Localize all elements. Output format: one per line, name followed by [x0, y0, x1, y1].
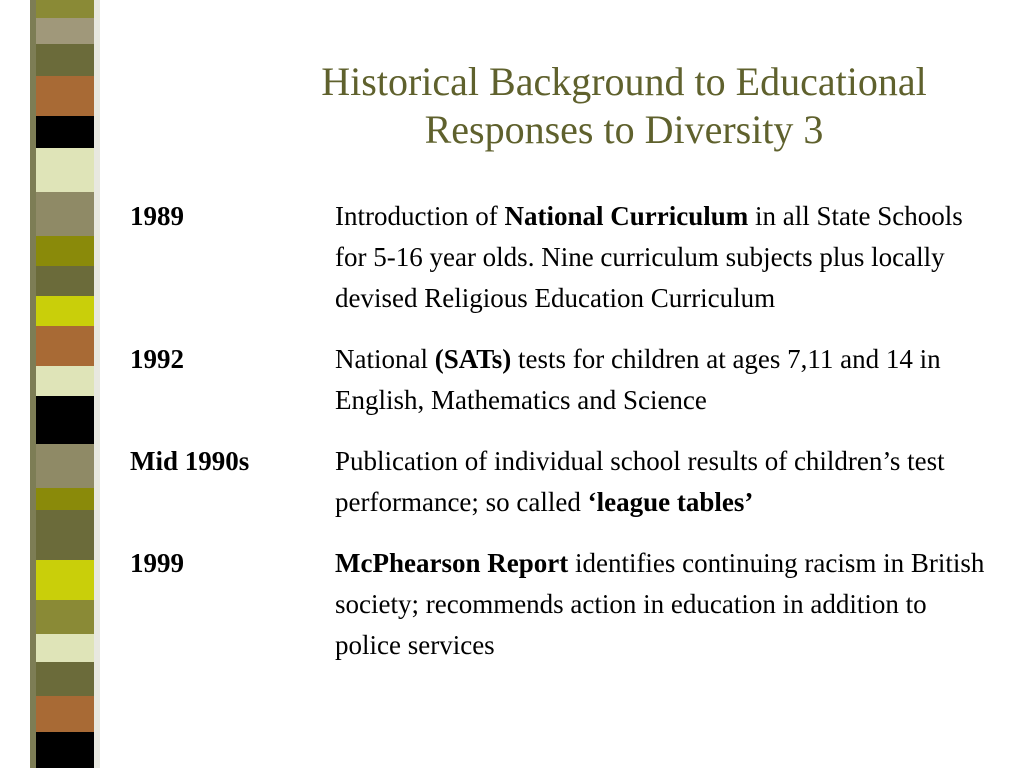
- description-text: Publication of individual school results of children’s test performance; so called: [335, 446, 945, 517]
- emphasis-text: (SATs): [434, 344, 512, 374]
- description-text: Introduction of: [335, 201, 505, 231]
- timeline-description: [335, 196, 990, 319]
- emphasis-text: National Curriculum: [504, 201, 749, 231]
- timeline-entry: [130, 339, 1010, 421]
- description-text: in all State Schools for 5-16 year olds. Nine curriculum subjects plus locally devised Religious Education Curriculum: [335, 201, 963, 313]
- timeline-entry: [130, 196, 1010, 319]
- description-text: tests for children at ages 7,11 and 14 in English, Mathematics and Science: [335, 344, 941, 415]
- emphasis-text: ‘league tables’: [587, 487, 754, 517]
- timeline-year: 1989: [130, 201, 184, 231]
- timeline-year: Mid 1990s: [130, 446, 250, 476]
- timeline-description: [335, 339, 990, 421]
- slide-title: [240, 58, 1008, 154]
- timeline-year: 1999: [130, 548, 184, 578]
- timeline-description: [335, 543, 990, 666]
- decorative-stripe: [0, 0, 120, 768]
- timeline-description: [335, 441, 990, 523]
- timeline-list: [130, 196, 1010, 686]
- timeline-year: 1992: [130, 344, 184, 374]
- description-text: National: [335, 344, 435, 374]
- title-line-1: Historical Background to Educational: [321, 59, 927, 104]
- title-line-2: Responses to Diversity 3: [424, 107, 824, 152]
- description-text: identifies continuing racism in British society; recommends action in education in addition to police services: [335, 548, 985, 660]
- timeline-entry: [130, 441, 1010, 523]
- timeline-entry: [130, 543, 1010, 666]
- emphasis-text: McPhearson Report: [335, 548, 569, 578]
